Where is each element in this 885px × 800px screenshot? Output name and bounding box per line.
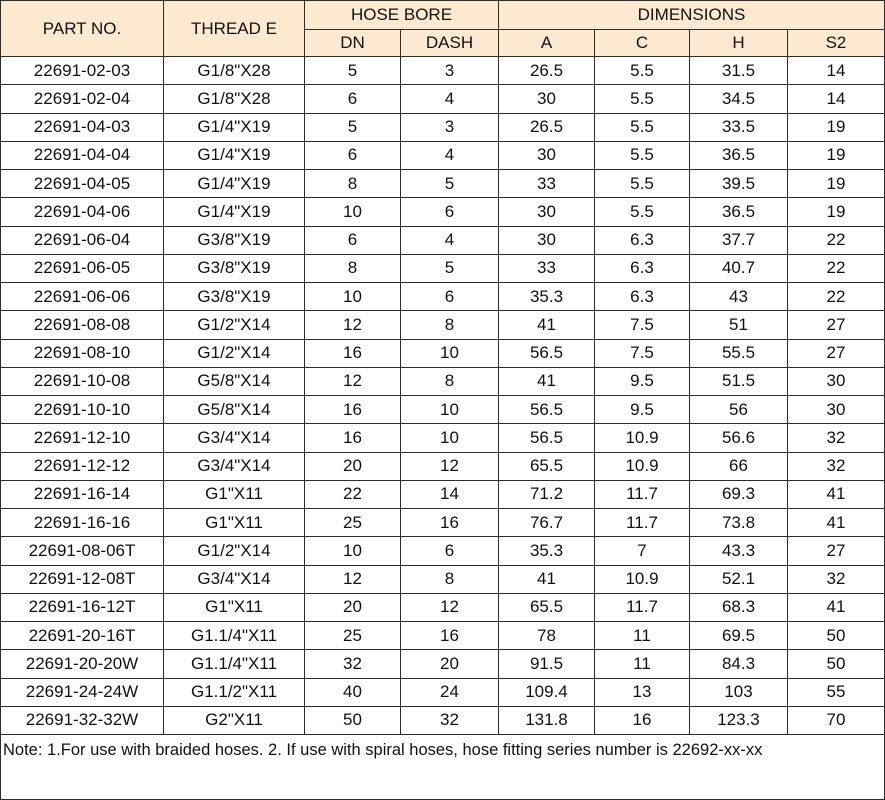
- cell-thread: G3/4"X14: [164, 424, 305, 452]
- cell-dash: 8: [401, 311, 499, 339]
- cell-dim-c: 7: [595, 537, 690, 565]
- cell-dn: 16: [305, 424, 401, 452]
- cell-dim-c: 6.3: [595, 226, 690, 254]
- cell-thread: G3/4"X14: [164, 565, 305, 593]
- note-text: Note: 1.For use with braided hoses. 2. If use with spiral hoses, hose fitting series number is 22692-xx-xx: [1, 735, 885, 800]
- cell-dim-h: 37.7: [690, 226, 788, 254]
- cell-dim-h: 73.8: [690, 509, 788, 537]
- cell-dim-a: 41: [499, 311, 595, 339]
- cell-dim-h: 43.3: [690, 537, 788, 565]
- cell-dim-c: 5.5: [595, 141, 690, 169]
- cell-dim-c: 10.9: [595, 452, 690, 480]
- cell-dim-s2: 14: [788, 57, 885, 85]
- cell-dim-a: 30: [499, 198, 595, 226]
- cell-dim-a: 65.5: [499, 593, 595, 621]
- cell-part-no: 22691-06-04: [1, 226, 164, 254]
- cell-dim-h: 69.3: [690, 480, 788, 508]
- cell-dash: 3: [401, 57, 499, 85]
- cell-part-no: 22691-02-04: [1, 85, 164, 113]
- cell-dash: 20: [401, 650, 499, 678]
- table-row: [1, 565, 885, 593]
- cell-dim-s2: 41: [788, 509, 885, 537]
- cell-dim-a: 56.5: [499, 424, 595, 452]
- cell-part-no: 22691-04-03: [1, 113, 164, 141]
- cell-dn: 50: [305, 706, 401, 734]
- cell-dim-h: 52.1: [690, 565, 788, 593]
- cell-dim-c: 13: [595, 678, 690, 706]
- cell-dim-s2: 32: [788, 424, 885, 452]
- cell-thread: G3/8"X19: [164, 254, 305, 282]
- cell-dim-h: 39.5: [690, 170, 788, 198]
- cell-thread: G1/4"X19: [164, 198, 305, 226]
- cell-thread: G1"X11: [164, 593, 305, 621]
- table-row: [1, 113, 885, 141]
- cell-dim-a: 33: [499, 170, 595, 198]
- header-dash: DASH: [401, 30, 499, 57]
- table-row: [1, 622, 885, 650]
- cell-part-no: 22691-16-14: [1, 480, 164, 508]
- cell-dim-c: 11: [595, 650, 690, 678]
- header-s2: S2: [788, 30, 885, 57]
- cell-dash: 16: [401, 509, 499, 537]
- cell-part-no: 22691-32-32W: [1, 706, 164, 734]
- cell-part-no: 22691-12-08T: [1, 565, 164, 593]
- cell-dim-a: 56.5: [499, 339, 595, 367]
- cell-dn: 6: [305, 226, 401, 254]
- cell-dash: 24: [401, 678, 499, 706]
- cell-part-no: 22691-08-10: [1, 339, 164, 367]
- cell-thread: G1/2"X14: [164, 339, 305, 367]
- cell-dim-c: 6.3: [595, 254, 690, 282]
- cell-dash: 3: [401, 113, 499, 141]
- cell-dim-h: 103: [690, 678, 788, 706]
- table-row: [1, 367, 885, 395]
- cell-dim-c: 5.5: [595, 85, 690, 113]
- table-row: [1, 480, 885, 508]
- cell-thread: G1/2"X14: [164, 537, 305, 565]
- cell-dim-a: 30: [499, 226, 595, 254]
- cell-dim-s2: 19: [788, 141, 885, 169]
- cell-dn: 10: [305, 283, 401, 311]
- cell-part-no: 22691-06-05: [1, 254, 164, 282]
- cell-dim-s2: 55: [788, 678, 885, 706]
- cell-dn: 8: [305, 254, 401, 282]
- cell-dim-h: 123.3: [690, 706, 788, 734]
- cell-dim-s2: 41: [788, 480, 885, 508]
- cell-part-no: 22691-02-03: [1, 57, 164, 85]
- cell-dash: 8: [401, 367, 499, 395]
- cell-dim-c: 5.5: [595, 198, 690, 226]
- cell-dim-c: 5.5: [595, 57, 690, 85]
- cell-thread: G5/8"X14: [164, 367, 305, 395]
- note-row: [1, 735, 885, 800]
- cell-thread: G1/8"X28: [164, 57, 305, 85]
- cell-dim-s2: 22: [788, 254, 885, 282]
- cell-dash: 32: [401, 706, 499, 734]
- table-row: [1, 509, 885, 537]
- cell-dim-a: 30: [499, 85, 595, 113]
- cell-thread: G1.1/4"X11: [164, 650, 305, 678]
- header-dimensions: DIMENSIONS: [499, 1, 885, 30]
- cell-dim-s2: 32: [788, 452, 885, 480]
- cell-thread: G1/4"X19: [164, 141, 305, 169]
- cell-part-no: 22691-16-16: [1, 509, 164, 537]
- cell-dim-h: 51: [690, 311, 788, 339]
- cell-part-no: 22691-20-16T: [1, 622, 164, 650]
- cell-dim-h: 55.5: [690, 339, 788, 367]
- table-row: [1, 141, 885, 169]
- cell-dim-h: 69.5: [690, 622, 788, 650]
- cell-dn: 25: [305, 509, 401, 537]
- cell-part-no: 22691-24-24W: [1, 678, 164, 706]
- table-row: [1, 226, 885, 254]
- cell-dim-s2: 22: [788, 283, 885, 311]
- cell-dim-a: 30: [499, 141, 595, 169]
- cell-dim-a: 91.5: [499, 650, 595, 678]
- cell-thread: G3/8"X19: [164, 283, 305, 311]
- cell-dim-s2: 32: [788, 565, 885, 593]
- cell-part-no: 22691-20-20W: [1, 650, 164, 678]
- cell-dim-a: 131.8: [499, 706, 595, 734]
- table-row: [1, 311, 885, 339]
- cell-dim-a: 76.7: [499, 509, 595, 537]
- cell-dim-a: 56.5: [499, 396, 595, 424]
- table-row: [1, 170, 885, 198]
- cell-dash: 10: [401, 424, 499, 452]
- cell-dash: 10: [401, 339, 499, 367]
- cell-dn: 6: [305, 141, 401, 169]
- cell-dim-a: 41: [499, 367, 595, 395]
- cell-dim-h: 40.7: [690, 254, 788, 282]
- cell-dn: 20: [305, 452, 401, 480]
- table-row: [1, 452, 885, 480]
- cell-dim-c: 16: [595, 706, 690, 734]
- cell-dn: 8: [305, 170, 401, 198]
- cell-dim-s2: 27: [788, 311, 885, 339]
- cell-thread: G1/4"X19: [164, 170, 305, 198]
- cell-dash: 6: [401, 198, 499, 226]
- cell-dim-s2: 22: [788, 226, 885, 254]
- cell-dim-c: 10.9: [595, 424, 690, 452]
- cell-dim-s2: 50: [788, 622, 885, 650]
- cell-dim-h: 43: [690, 283, 788, 311]
- header-thread: THREAD E: [164, 1, 305, 57]
- cell-thread: G3/8"X19: [164, 226, 305, 254]
- cell-dim-c: 11: [595, 622, 690, 650]
- cell-dim-a: 78: [499, 622, 595, 650]
- header-part-no: PART NO.: [1, 1, 164, 57]
- cell-dim-c: 5.5: [595, 170, 690, 198]
- cell-dim-h: 51.5: [690, 367, 788, 395]
- cell-dash: 16: [401, 622, 499, 650]
- cell-dim-s2: 27: [788, 537, 885, 565]
- cell-dim-h: 66: [690, 452, 788, 480]
- cell-dn: 12: [305, 367, 401, 395]
- cell-part-no: 22691-12-12: [1, 452, 164, 480]
- cell-dn: 40: [305, 678, 401, 706]
- cell-thread: G1/2"X14: [164, 311, 305, 339]
- cell-part-no: 22691-08-08: [1, 311, 164, 339]
- cell-part-no: 22691-04-04: [1, 141, 164, 169]
- cell-dn: 20: [305, 593, 401, 621]
- cell-dim-c: 7.5: [595, 311, 690, 339]
- cell-dn: 25: [305, 622, 401, 650]
- cell-dn: 5: [305, 57, 401, 85]
- cell-dn: 22: [305, 480, 401, 508]
- cell-thread: G1.1/2"X11: [164, 678, 305, 706]
- cell-dash: 12: [401, 452, 499, 480]
- cell-dash: 5: [401, 254, 499, 282]
- table-row: [1, 254, 885, 282]
- cell-dim-s2: 50: [788, 650, 885, 678]
- cell-thread: G1"X11: [164, 480, 305, 508]
- cell-part-no: 22691-12-10: [1, 424, 164, 452]
- table-row: [1, 339, 885, 367]
- cell-dim-c: 11.7: [595, 480, 690, 508]
- cell-dim-s2: 70: [788, 706, 885, 734]
- table-row: [1, 85, 885, 113]
- cell-dim-c: 6.3: [595, 283, 690, 311]
- cell-dim-c: 7.5: [595, 339, 690, 367]
- table-row: [1, 706, 885, 734]
- cell-part-no: 22691-16-12T: [1, 593, 164, 621]
- cell-dim-c: 5.5: [595, 113, 690, 141]
- cell-thread: G1/8"X28: [164, 85, 305, 113]
- cell-dn: 6: [305, 85, 401, 113]
- cell-dash: 14: [401, 480, 499, 508]
- cell-dn: 16: [305, 339, 401, 367]
- header-a: A: [499, 30, 595, 57]
- cell-thread: G3/4"X14: [164, 452, 305, 480]
- cell-dim-c: 9.5: [595, 396, 690, 424]
- table-row: [1, 396, 885, 424]
- cell-dim-c: 9.5: [595, 367, 690, 395]
- cell-dim-a: 65.5: [499, 452, 595, 480]
- cell-thread: G2"X11: [164, 706, 305, 734]
- cell-thread: G1"X11: [164, 509, 305, 537]
- table-body: [1, 57, 885, 735]
- header-h: H: [690, 30, 788, 57]
- cell-dim-a: 26.5: [499, 113, 595, 141]
- table-row: [1, 537, 885, 565]
- table-row: [1, 678, 885, 706]
- cell-dim-h: 34.5: [690, 85, 788, 113]
- table-row: [1, 198, 885, 226]
- cell-dim-a: 26.5: [499, 57, 595, 85]
- cell-dim-a: 33: [499, 254, 595, 282]
- cell-dim-h: 33.5: [690, 113, 788, 141]
- cell-dash: 10: [401, 396, 499, 424]
- cell-dim-s2: 19: [788, 198, 885, 226]
- cell-dash: 5: [401, 170, 499, 198]
- header-dn: DN: [305, 30, 401, 57]
- cell-dim-h: 68.3: [690, 593, 788, 621]
- cell-dash: 8: [401, 565, 499, 593]
- cell-dn: 12: [305, 565, 401, 593]
- cell-dim-a: 35.3: [499, 283, 595, 311]
- cell-dn: 5: [305, 113, 401, 141]
- cell-dim-h: 36.5: [690, 141, 788, 169]
- cell-dash: 6: [401, 537, 499, 565]
- table-row: [1, 57, 885, 85]
- cell-dash: 4: [401, 226, 499, 254]
- cell-dim-s2: 27: [788, 339, 885, 367]
- table-row: [1, 424, 885, 452]
- cell-part-no: 22691-04-05: [1, 170, 164, 198]
- cell-dim-a: 35.3: [499, 537, 595, 565]
- cell-part-no: 22691-04-06: [1, 198, 164, 226]
- cell-dim-s2: 41: [788, 593, 885, 621]
- cell-dn: 12: [305, 311, 401, 339]
- cell-dim-c: 10.9: [595, 565, 690, 593]
- cell-dn: 10: [305, 537, 401, 565]
- cell-dim-h: 36.5: [690, 198, 788, 226]
- cell-thread: G1/4"X19: [164, 113, 305, 141]
- cell-dash: 12: [401, 593, 499, 621]
- cell-part-no: 22691-10-08: [1, 367, 164, 395]
- cell-dim-a: 41: [499, 565, 595, 593]
- cell-part-no: 22691-06-06: [1, 283, 164, 311]
- header-hose-bore: HOSE BORE: [305, 1, 499, 30]
- cell-part-no: 22691-08-06T: [1, 537, 164, 565]
- cell-dim-h: 56.6: [690, 424, 788, 452]
- cell-dash: 4: [401, 85, 499, 113]
- cell-part-no: 22691-10-10: [1, 396, 164, 424]
- cell-dim-s2: 30: [788, 396, 885, 424]
- table-row: [1, 593, 885, 621]
- cell-dim-s2: 14: [788, 85, 885, 113]
- header-c: C: [595, 30, 690, 57]
- cell-dim-a: 71.2: [499, 480, 595, 508]
- table-row: [1, 283, 885, 311]
- cell-dim-a: 109.4: [499, 678, 595, 706]
- cell-dim-s2: 19: [788, 113, 885, 141]
- cell-dim-h: 56: [690, 396, 788, 424]
- header-row-top: [1, 1, 885, 30]
- cell-dn: 32: [305, 650, 401, 678]
- cell-dim-h: 31.5: [690, 57, 788, 85]
- cell-thread: G5/8"X14: [164, 396, 305, 424]
- cell-thread: G1.1/4"X11: [164, 622, 305, 650]
- cell-dim-c: 11.7: [595, 593, 690, 621]
- cell-dim-s2: 30: [788, 367, 885, 395]
- cell-dn: 16: [305, 396, 401, 424]
- cell-dim-h: 84.3: [690, 650, 788, 678]
- cell-dn: 10: [305, 198, 401, 226]
- cell-dim-s2: 19: [788, 170, 885, 198]
- cell-dash: 6: [401, 283, 499, 311]
- table-row: [1, 650, 885, 678]
- cell-dim-c: 11.7: [595, 509, 690, 537]
- cell-dash: 4: [401, 141, 499, 169]
